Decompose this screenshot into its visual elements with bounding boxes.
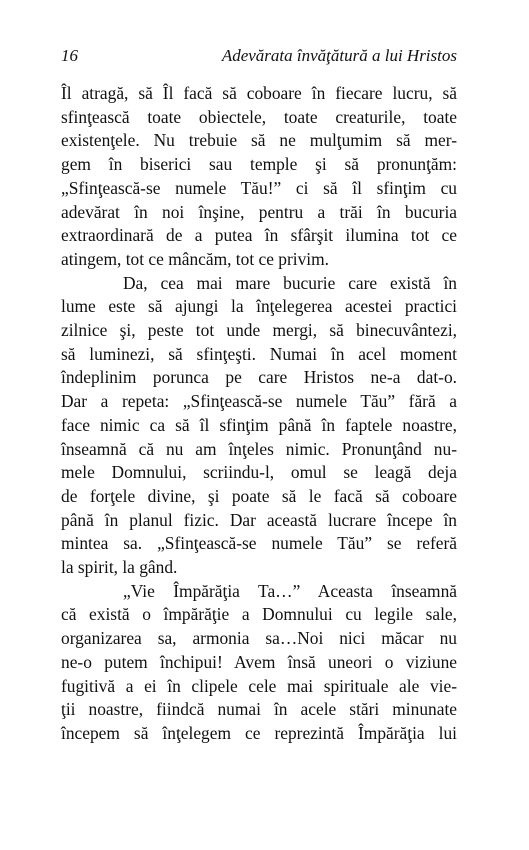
- text-line: îndeplinim porunca pe care Hristos ne-a dat-o.: [61, 367, 457, 388]
- text-line: de forţele divine, şi poate să le facă să coboare: [61, 485, 457, 506]
- text-line: să luminezi, să sfinţeşti. Numai în acel moment: [61, 343, 457, 364]
- body-text: [61, 82, 457, 746]
- page-number: 16: [61, 46, 78, 65]
- text-line: la spirit, la gând.: [61, 557, 178, 578]
- running-header: [61, 46, 457, 68]
- text-line: ne-o putem închipui! Avem însă uneori o viziune: [61, 651, 457, 672]
- text-line: Dar a repeta: „Sfinţească-se numele Tău” fără a: [61, 391, 457, 412]
- text-line: adevărat în noi înşine, pentru a trăi în bucuria: [61, 201, 457, 222]
- text-line: sfinţească toate obiectele, toate creaturile, toate: [61, 106, 457, 127]
- text-line: extraordinară de a putea în sfârşit ilumina tot ce: [61, 225, 457, 246]
- text-line: ţii noastre, fiindcă numai în acele stări minunate: [61, 699, 457, 720]
- text-line: mele Domnului, scriindu-l, omul se leagă deja: [61, 462, 457, 483]
- paragraph: [61, 580, 457, 746]
- running-title: Adevărata învăţătură a lui Hristos: [221, 46, 457, 65]
- text-line: gem în biserici sau temple şi să pronunţăm:: [61, 154, 457, 175]
- text-line: fugitivă a ei în clipele cele mai spirituale ale vie-: [61, 675, 457, 696]
- text-line: face nimic ca să îl sfinţim până în faptele noastre,: [61, 414, 457, 435]
- text-line: mintea sa. „Sfinţească-se numele Tău” se referă: [61, 533, 457, 554]
- text-line: existenţele. Nu trebuie să ne mulţumim să mer-: [61, 130, 457, 151]
- text-line: Îl atragă, să Îl facă să coboare în fiecare lucru, să: [61, 83, 457, 103]
- text-line: că există o împărăţie a Domnului cu legile sale,: [61, 604, 457, 625]
- text-line: înseamnă că nu am înţeles nimic. Pronunţând nu-: [61, 438, 457, 459]
- text-line: „Vie Împărăţia Ta…” Aceasta înseamnă: [123, 580, 457, 601]
- text-line: Da, cea mai mare bucurie care există în: [123, 272, 457, 293]
- text-line: începem să înţelegem ce reprezintă Împărăţia lui: [61, 722, 457, 743]
- text-line: până în planul fizic. Dar această lucrare începe în: [61, 509, 457, 530]
- text-line: atingem, tot ce mâncăm, tot ce privim.: [61, 248, 330, 269]
- text-line: lume este să ajungi la înţelegerea acestei practici: [61, 296, 457, 317]
- text-line: „Sfinţească-se numele Tău!” ci să îl sfinţim cu: [61, 177, 457, 198]
- paragraph: [61, 272, 457, 580]
- book-page: [61, 46, 457, 746]
- text-line: organizarea sa, armonia sa…Noi nici măcar nu: [61, 628, 457, 649]
- paragraph: [61, 82, 457, 272]
- text-line: zilnice şi, peste tot unde mergi, să binecuvântezi,: [61, 320, 457, 341]
